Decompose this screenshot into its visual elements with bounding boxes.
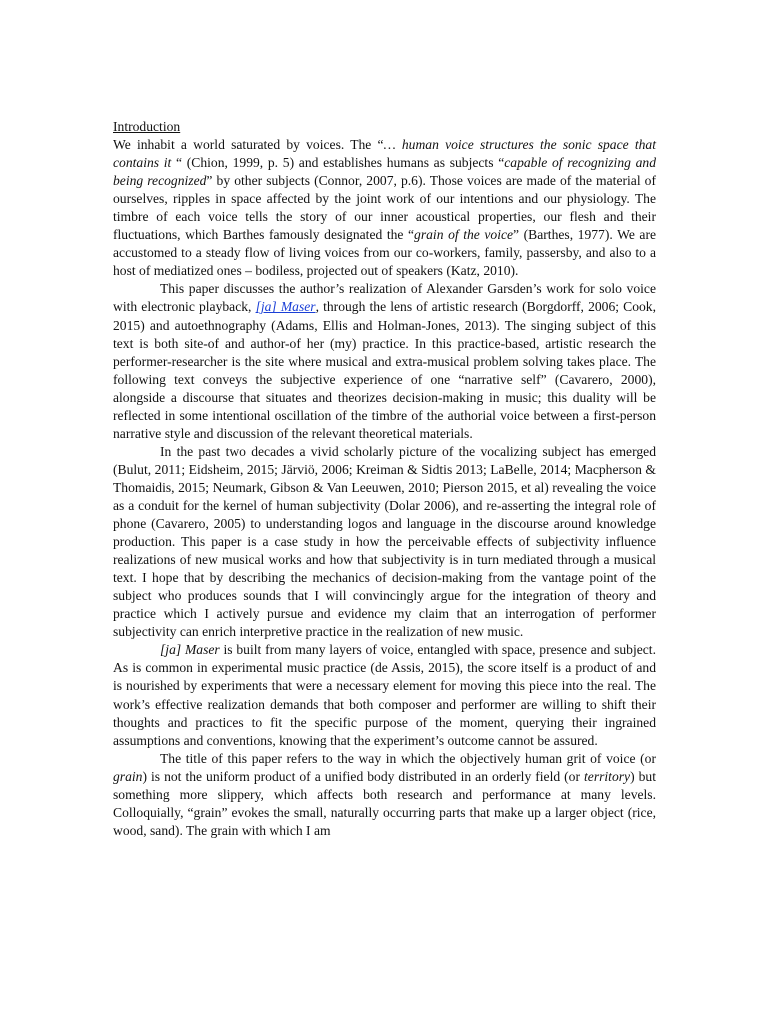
- p1-text-1: We inhabit a world saturated by voices. The “: [113, 137, 384, 153]
- section-heading: Introduction: [113, 119, 181, 134]
- document-page: [113, 118, 656, 840]
- p5-term-territory: territory: [584, 768, 631, 784]
- p1-text-4: ” (Barthes, 1977). We are accustomed to a steady flow of living voices from our co-workers, family, passersby, and also to a host of mediatized ones – bodiless, projected out of speakers (Katz, 2010).: [113, 227, 656, 279]
- paragraph-2: [113, 280, 656, 442]
- p2-text-1: This paper discusses the author’s realization of Alexander Garsden’s work for solo voice with electronic playback,: [113, 281, 656, 315]
- p5-text-3: ) but something more slippery, which affects both research and performance at many levels. Colloquially, “grain” evokes the small, naturally occurring parts that make up a larger object (rice, wood, sand). The grain with which I am: [113, 768, 656, 838]
- p1-quote-barthes: grain of the voice: [414, 227, 514, 243]
- paragraph-4: [113, 641, 656, 749]
- p2-text-2: , through the lens of artistic research (Borgdorff, 2006; Cook, 2015) and autoethnography (Adams, Ellis and Holman-Jones, 2013). The singing subject of this text is both site-of and author-of her (my) practice. In this practice-based, artistic research the performer-researcher is the site where musical and extra-musical problem solving takes place. The following text conveys the subjective experience of one “narrative self” (Cavarero, 2000), alongside a discourse that situates and theorizes decision-making in music; this duality will be reflected in some intentional oscillation of the timbre of the authorial voice between a first-person narrative style and discussion of the relevant theoretical materials.: [113, 299, 656, 441]
- p1-quote-connor: capable of recognizing and being recognized: [113, 155, 656, 189]
- p1-text-3: ” by other subjects (Connor, 2007, p.6). Those voices are made of the material of ourselves, ripples in space affected by the joint work of our intentions and our physiology. The timbre of each voice tells the story of our inner acoustical properties, our flesh and their fluctuations, which Barthes famously designated the “: [113, 173, 656, 243]
- p4-work-title: [ja] Maser: [160, 642, 220, 658]
- paragraph-1: [113, 136, 656, 280]
- p5-text-2: ) is not the uniform product of a unified body distributed in an orderly field (or: [142, 768, 585, 784]
- p1-text-2: “ (Chion, 1999, p. 5) and establishes humans as subjects “: [171, 155, 505, 171]
- paragraph-3: In the past two decades a vivid scholarly picture of the vocalizing subject has emerged (Bulut, 2011; Eidsheim, 2015; Järviö, 2006; Kreiman & Sidtis 2013; LaBelle, 2014; Macpherson & Thomaidis, 2015; Neumark, Gibson & Van Leeuwen, 2010; Pierson 2015, et al) revealing the voice as a conduit for the kernel of human subjectivity (Dolar 2006), and re-asserting the integral role of phone (Cavarero, 2005) to understanding logos and language in the discourse around knowledge production. This paper is a case study in how the perceivable effects of subjectivity influence realizations of new musical works and how that subjectivity is in turn mediated through a musical text. I hope that by describing the mechanics of decision-making from the vantage point of the subject who produces sounds that I will convincingly argue for the integration of theory and practice which I actively pursue and evidence my claim that an interrogation of performer subjectivity can enrich interpretive practice in the realization of new music.: [113, 443, 656, 640]
- ja-maser-link[interactable]: [ja] Maser: [255, 299, 316, 315]
- p1-quote-chion: … human voice structures the sonic space that contains it: [113, 137, 657, 171]
- p4-text-1: is built from many layers of voice, entangled with space, presence and subject. As is common in experimental music practice (de Assis, 2015), the score itself is a product of and is nourished by experiments that were a necessary element for moving this piece into the real. The work’s effective realization demands that both composer and performer are willing to shift their thoughts and practices to fit the specific purpose of the moment, querying their ingrained assumptions and conventions, knowing that the experiment’s outcome cannot be assured.: [113, 642, 656, 748]
- paragraph-5: [113, 750, 656, 840]
- p5-term-grain: grain: [113, 768, 143, 784]
- p5-text-1: The title of this paper refers to the way in which the objectively human grit of voice (or: [160, 750, 656, 766]
